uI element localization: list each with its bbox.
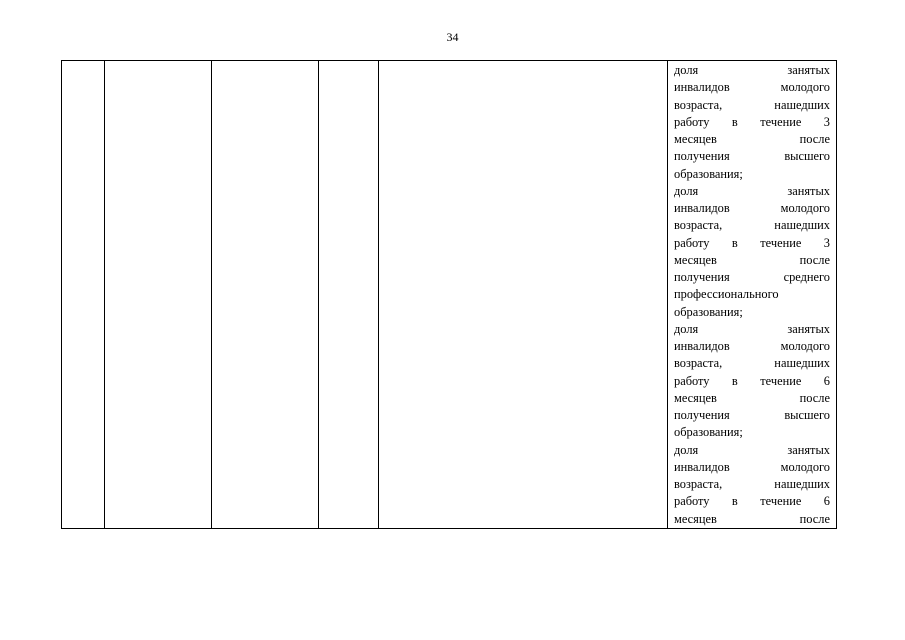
indicator-text — [668, 61, 836, 528]
indicator-line: инвалидов молодого — [674, 201, 830, 215]
table-cell-col3 — [212, 61, 319, 529]
indicator-line: доля занятых — [674, 63, 830, 77]
indicator-line: месяцев после — [674, 390, 830, 405]
indicator-line: профессионального — [674, 287, 779, 302]
indicator-line: инвалидов молодого — [674, 459, 830, 474]
indicator-line: образования; — [674, 425, 743, 440]
indicator-line: получения высшего — [674, 149, 830, 164]
indicator-line: работу в течение 6 — [674, 494, 830, 509]
indicator-line: возраста, нашедших — [674, 356, 830, 371]
indicator-line: возраста, нашедших — [674, 218, 830, 233]
table-cell-number — [62, 61, 105, 529]
indicator-lines — [674, 62, 830, 528]
indicator-line: доля занятых — [674, 442, 830, 457]
document-table — [61, 60, 837, 529]
table-cell-col5 — [379, 61, 668, 529]
indicator-line: образования; — [674, 304, 743, 319]
indicator-line: работу в течение 3 — [674, 114, 830, 129]
table-row — [62, 61, 837, 529]
table-cell-col2 — [105, 61, 212, 529]
indicator-line: возраста, нашедших — [674, 477, 830, 491]
indicator-line: инвалидов молодого — [674, 80, 830, 95]
page-number: 34 — [446, 30, 459, 44]
indicator-line: возраста, нашедших — [674, 97, 830, 112]
indicator-line: получения среднего — [674, 270, 830, 284]
table-cell-col4 — [319, 61, 379, 529]
indicator-line: месяцев после — [674, 511, 830, 526]
indicator-line: месяцев после — [674, 132, 830, 146]
indicator-line: доля занятых — [674, 183, 830, 198]
indicator-line: доля занятых — [674, 321, 830, 336]
table-cell-indicators — [668, 61, 837, 529]
indicator-line: работу в течение 6 — [674, 373, 830, 388]
indicator-line: инвалидов молодого — [674, 339, 830, 353]
indicator-line: образования; — [674, 166, 743, 181]
indicator-line: работу в течение 3 — [674, 235, 830, 250]
indicator-line: получения высшего — [674, 408, 830, 422]
indicator-line: месяцев после — [674, 252, 830, 267]
